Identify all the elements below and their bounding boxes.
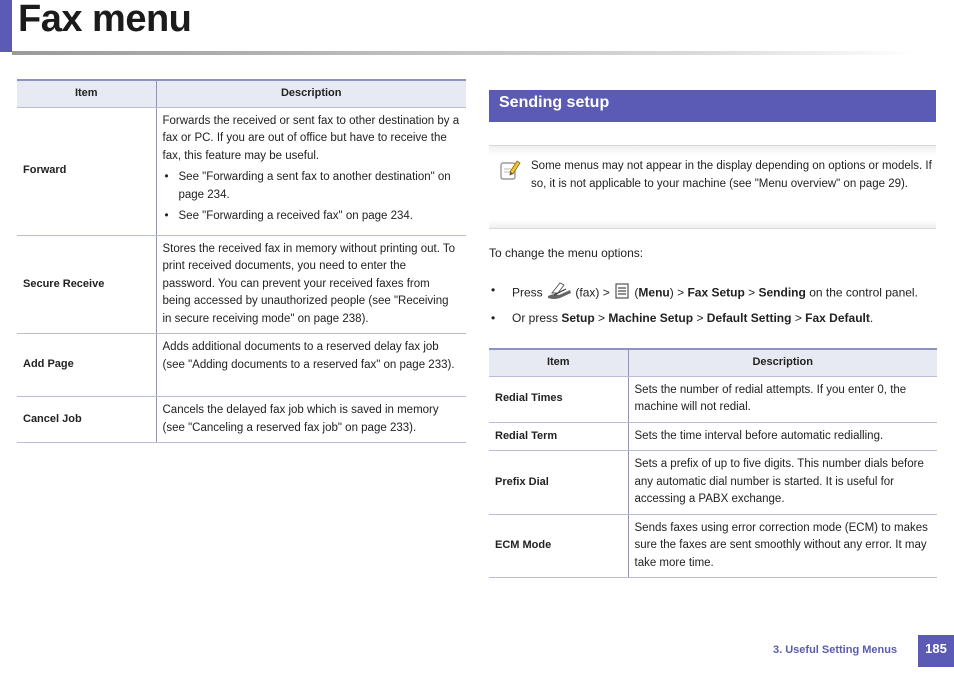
intro-text: To change the menu options: [489, 246, 644, 260]
list-item: • See "Forwarding a received fax" on page 234. [163, 208, 461, 226]
row-description: Cancels the delayed fax job which is saved in memory (see "Canceling a reserved fax job" on page 233). [156, 397, 466, 443]
list-item [489, 281, 949, 309]
title-accent-bar [0, 0, 12, 52]
menu-path-setup: Setup [561, 311, 595, 325]
note-box [489, 145, 936, 229]
description-bullets [163, 169, 461, 226]
row-description: Stores the received fax in memory without printing out. To print received documents, you need to enter the password. You can prevent your received faxes from being accessed by unauthorized people (see "Receiving in secure receiving mode" on page 238). [156, 235, 466, 334]
row-item-cancel-job: Cancel Job [17, 397, 156, 443]
step-text: on the control panel. [809, 285, 918, 300]
row-item-secure-receive: Secure Receive [17, 235, 156, 334]
menu-path-fax-default: Fax Default [805, 311, 870, 325]
row-description: Sets a prefix of up to five digits. This number dials before any automatic dial number is started. It is useful for accessing a PABX exchange. [628, 451, 937, 515]
menu-path-default-setting: Default Setting [706, 311, 792, 325]
step-text: Press [512, 285, 543, 300]
row-item-redial-term: Redial Term [489, 422, 628, 451]
footer-chapter-label: 3. Useful Setting Menus [773, 644, 898, 656]
step-text: > [748, 285, 756, 300]
step-text: ) > [669, 285, 685, 300]
menu-path-menu: Menu [638, 285, 670, 300]
row-description: Adds additional documents to a reserved delay fax job (see "Adding documents to a reserved fax" on page 233). [156, 334, 466, 397]
row-item-prefix-dial: Prefix Dial [489, 451, 628, 515]
page-title: Fax menu [18, 0, 192, 40]
description-text: Forwards the received or sent fax to other destination by a fax or PC. If you are out of office but have to receive the fax, this feature may be useful. [162, 114, 460, 162]
table-row [489, 376, 937, 422]
forward-settings-table [17, 79, 466, 443]
list-item [489, 309, 949, 337]
row-item-add-page: Add Page [17, 334, 156, 397]
table-row [17, 397, 466, 443]
column-header-item: Item [17, 80, 156, 107]
step-text: > [794, 311, 802, 325]
row-description: Sets the time interval before automatic redialling. [628, 422, 937, 451]
column-header-description: Description [628, 349, 937, 376]
row-item-ecm-mode: ECM Mode [489, 514, 628, 578]
menu-icon [613, 282, 631, 305]
table-header-row [17, 80, 466, 107]
column-header-item: Item [489, 349, 628, 376]
instruction-steps [489, 281, 949, 337]
table-header-row [489, 349, 937, 376]
row-item-forward: Forward [17, 107, 156, 235]
table-row [489, 422, 937, 451]
row-description [156, 107, 466, 235]
note-text: Some menus may not appear in the display depending on options or models. If so, it is not applicable to your machine (see "Menu overview" on page 29). [531, 160, 932, 190]
table-row [489, 451, 937, 515]
list-item: • See "Forwarding a sent fax to another destination" on page 234. [163, 169, 461, 204]
title-divider [12, 51, 917, 55]
step-text: > [598, 311, 606, 325]
row-description: Sends faxes using error correction mode (ECM) to makes sure the faxes are sent smoothly without any error. It may take more time. [628, 514, 937, 578]
step-text: Or press [512, 311, 559, 325]
column-header-description: Description [156, 80, 466, 107]
section-heading: Sending setup [489, 90, 936, 122]
step-text: (fax) > [575, 285, 610, 300]
note-pencil-icon [499, 158, 521, 182]
row-item-redial-times: Redial Times [489, 376, 628, 422]
menu-path-fax-setup: Fax Setup [687, 285, 745, 300]
sending-setup-table [489, 348, 937, 578]
fax-icon [546, 281, 572, 306]
table-row [17, 235, 466, 334]
step-text: > [696, 311, 704, 325]
table-row [17, 107, 466, 235]
menu-path-machine-setup: Machine Setup [608, 311, 694, 325]
menu-path-sending: Sending [758, 285, 806, 300]
step-text: ( [634, 285, 639, 300]
page-number-badge: 185 [918, 635, 954, 667]
table-row [489, 514, 937, 578]
step-text: . [869, 311, 874, 325]
table-row [17, 334, 466, 397]
row-description: Sets the number of redial attempts. If you enter 0, the machine will not redial. [628, 376, 937, 422]
